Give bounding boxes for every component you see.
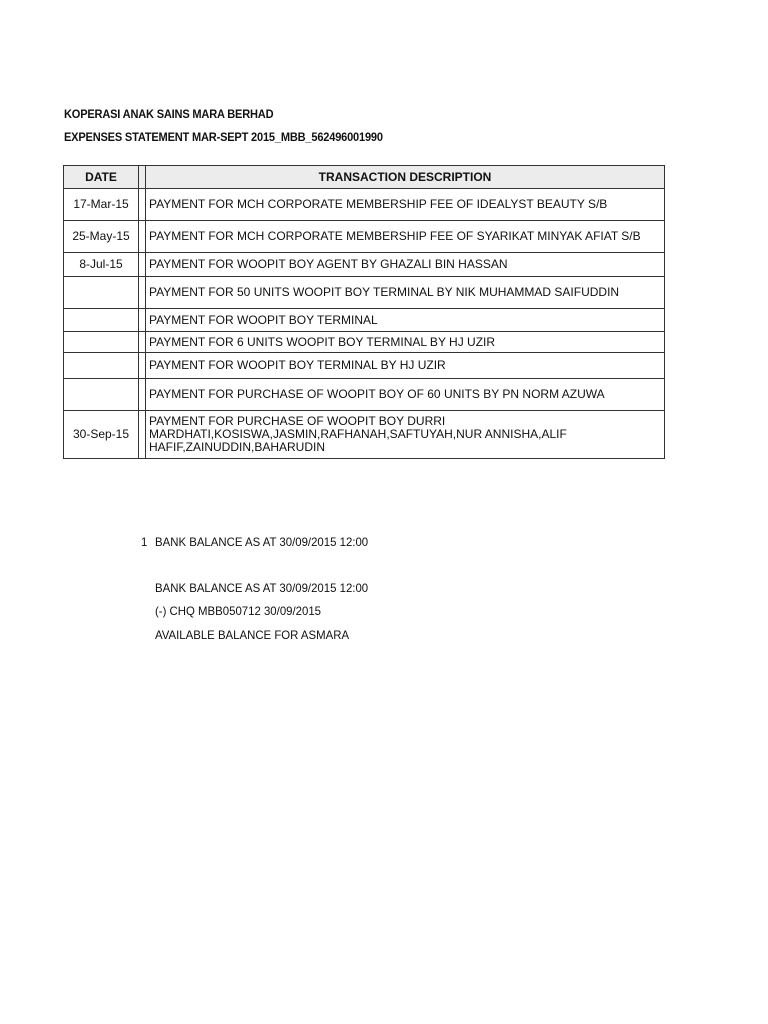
row-description: PAYMENT FOR PURCHASE OF WOOPIT BOY DURRI MARDHATI,KOSISWA,JASMIN,RAFHANAH,SAFTUYAH,NUR ANNISHA,ALIF HAFIF,ZAINUDDIN,BAHARUDIN (146, 411, 665, 459)
row-spacer (139, 332, 146, 353)
row-date: 25-May-15 (64, 221, 139, 253)
row-spacer (139, 411, 146, 459)
organization-name: KOPERASI ANAK SAINS MARA BERHAD (64, 107, 274, 121)
row-date: 30-Sep-15 (64, 411, 139, 459)
row-date (64, 309, 139, 332)
row-description: PAYMENT FOR WOOPIT BOY TERMINAL BY HJ UZIR (146, 353, 665, 379)
summary-cheque-deduction: (-) CHQ MBB050712 30/09/2015 (155, 604, 322, 618)
table-row (64, 277, 665, 309)
row-date: 17-Mar-15 (64, 189, 139, 221)
table-row (64, 253, 665, 277)
row-description: PAYMENT FOR MCH CORPORATE MEMBERSHIP FEE OF SYARIKAT MINYAK AFIAT S/B (146, 221, 665, 253)
summary-item-number: 1 (141, 535, 148, 549)
summary-bank-balance: BANK BALANCE AS AT 30/09/2015 12:00 (155, 581, 369, 595)
row-date (64, 332, 139, 353)
table-header-row (64, 166, 665, 189)
expenses-table (63, 165, 665, 459)
summary-available-balance: AVAILABLE BALANCE FOR ASMARA (155, 628, 350, 642)
row-description: PAYMENT FOR WOOPIT BOY AGENT BY GHAZALI BIN HASSAN (146, 253, 665, 277)
table-row (64, 189, 665, 221)
row-description: PAYMENT FOR 50 UNITS WOOPIT BOY TERMINAL BY NIK MUHAMMAD SAIFUDDIN (146, 277, 665, 309)
row-date (64, 379, 139, 411)
table-row (64, 411, 665, 459)
row-description: PAYMENT FOR 6 UNITS WOOPIT BOY TERMINAL BY HJ UZIR (146, 332, 665, 353)
row-spacer (139, 309, 146, 332)
row-description: PAYMENT FOR MCH CORPORATE MEMBERSHIP FEE OF IDEALYST BEAUTY S/B (146, 189, 665, 221)
table-row (64, 309, 665, 332)
row-date: 8-Jul-15 (64, 253, 139, 277)
table-row (64, 221, 665, 253)
row-spacer (139, 379, 146, 411)
table-row (64, 379, 665, 411)
summary-bank-balance-heading: BANK BALANCE AS AT 30/09/2015 12:00 (155, 535, 369, 549)
row-description: PAYMENT FOR PURCHASE OF WOOPIT BOY OF 60 UNITS BY PN NORM AZUWA (146, 379, 665, 411)
row-spacer (139, 221, 146, 253)
column-spacer (139, 166, 146, 189)
row-spacer (139, 353, 146, 379)
row-description: PAYMENT FOR WOOPIT BOY TERMINAL (146, 309, 665, 332)
row-spacer (139, 253, 146, 277)
column-header-description: TRANSACTION DESCRIPTION (146, 166, 665, 189)
row-spacer (139, 189, 146, 221)
row-date (64, 277, 139, 309)
statement-title: EXPENSES STATEMENT MAR-SEPT 2015_MBB_562496001990 (64, 130, 383, 144)
column-header-date: DATE (64, 166, 139, 189)
table-row (64, 332, 665, 353)
table-row (64, 353, 665, 379)
row-date (64, 353, 139, 379)
row-spacer (139, 277, 146, 309)
